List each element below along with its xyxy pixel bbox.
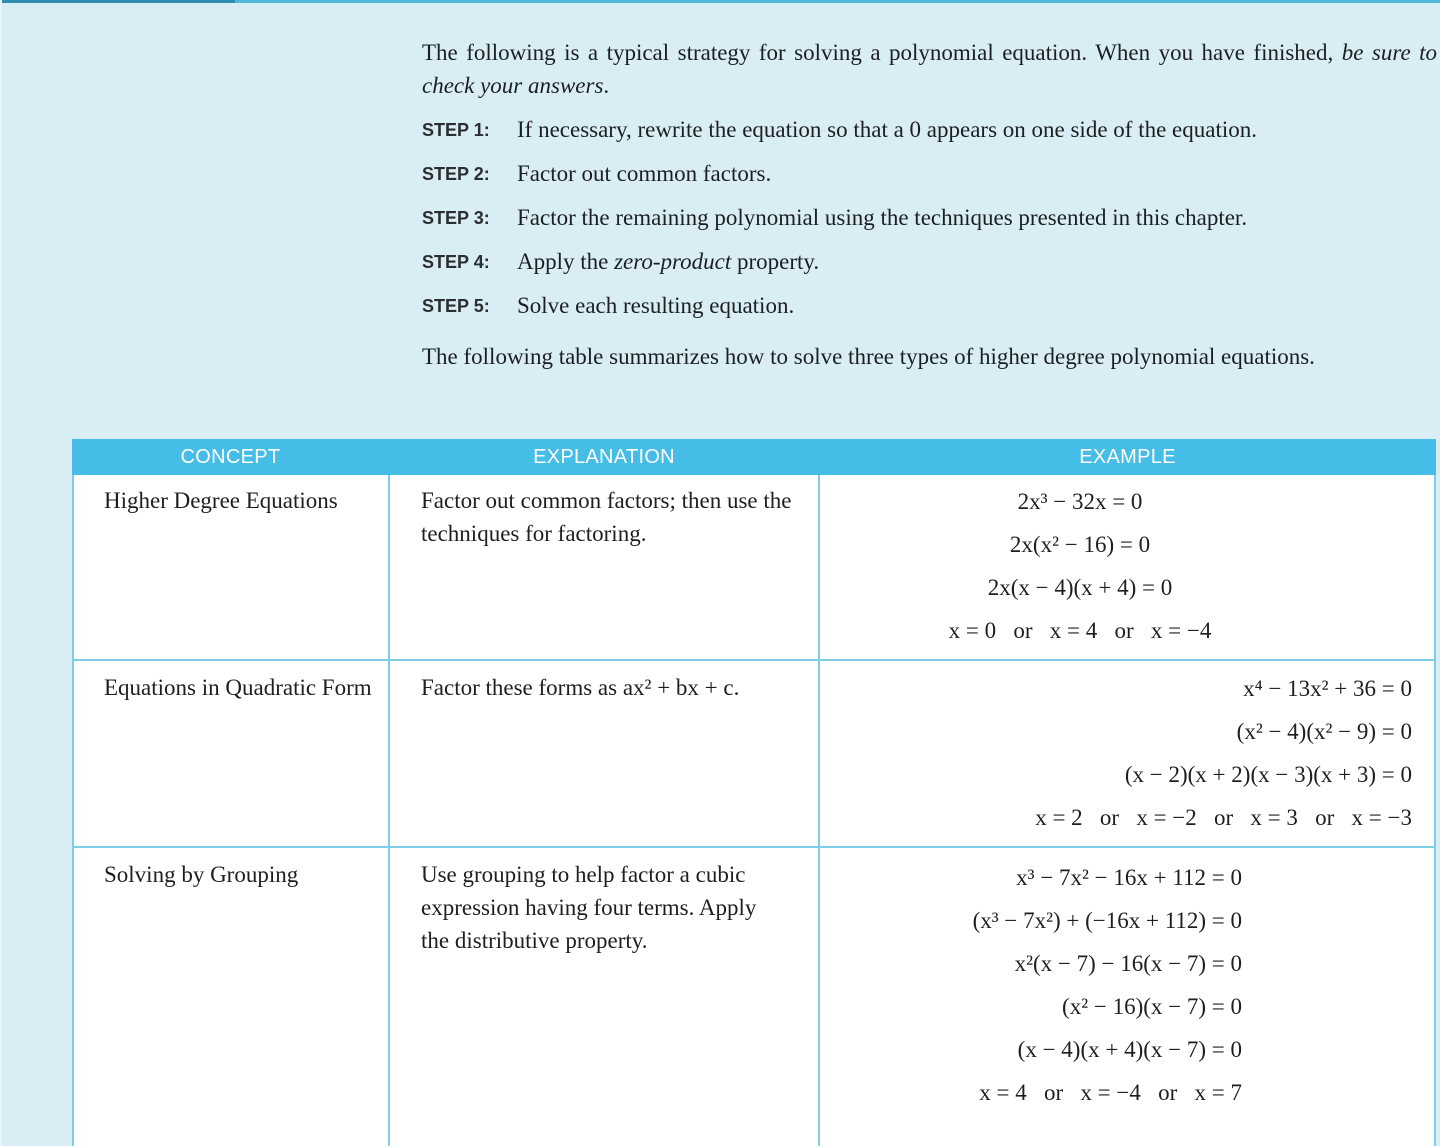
- step-text: If necessary, rewrite the equation so that a 0 appears on one side of the equation.: [517, 117, 1257, 142]
- example-line: (x³ − 7x²) + (−16x + 112) = 0: [972, 908, 1242, 933]
- column-divider: [388, 475, 390, 1146]
- step-4: [422, 244, 819, 280]
- summary-table: [72, 439, 1436, 1146]
- concept-cell: Equations in Quadratic Form: [104, 675, 372, 700]
- table-header-row: [72, 439, 1436, 475]
- step-text-start: Apply the: [517, 249, 615, 274]
- header-example: EXAMPLE: [1079, 446, 1176, 468]
- table-border-left: [72, 475, 74, 1146]
- header-explanation: EXPLANATION: [533, 446, 675, 468]
- step-2: [422, 156, 771, 192]
- intro-paragraph: [422, 36, 1437, 102]
- step-text: Factor out common factors.: [517, 161, 772, 186]
- example-line: (x² − 4)(x² − 9) = 0: [1236, 719, 1412, 744]
- example-solutions: x = 0 or x = 4 or x = −4: [948, 618, 1212, 643]
- step-label: STEP 3:: [422, 207, 490, 228]
- example-solutions: x = 2 or x = −2 or x = 3 or x = −3: [1035, 805, 1412, 830]
- row-divider: [72, 659, 1436, 661]
- intro-text: The following is a typical strategy for solving a polynomial equation. When you have finished,: [422, 40, 1342, 65]
- example-line: (x² − 16)(x − 7) = 0: [1062, 994, 1242, 1019]
- page-edge: [0, 0, 2, 1146]
- concept-cell: Solving by Grouping: [104, 862, 299, 887]
- intro-period: .: [603, 73, 610, 98]
- top-color-band-dark: [0, 0, 235, 3]
- example-line: (x − 4)(x + 4)(x − 7) = 0: [1017, 1037, 1242, 1062]
- example-line: x³ − 7x² − 16x + 112 = 0: [1016, 865, 1242, 890]
- table-border-right: [1434, 475, 1436, 1146]
- step-text-emphasis: zero-product: [614, 249, 732, 274]
- example-solutions: x = 4 or x = −4 or x = 7: [979, 1080, 1242, 1105]
- explanation-cell: Use grouping to help factor a cubic expression having four terms. Apply the distributive property.: [421, 862, 757, 953]
- concept-cell: Higher Degree Equations: [104, 488, 338, 513]
- top-color-band: [0, 0, 1440, 3]
- explanation-cell: Factor these forms as ax² + bx + c.: [421, 675, 740, 700]
- row-divider: [72, 846, 1436, 848]
- step-text: Factor the remaining polynomial using the techniques presented in this chapter.: [517, 205, 1248, 230]
- summary-paragraph: The following table summarizes how to solve three types of higher degree polynomial equations.: [422, 344, 1315, 369]
- step-label: STEP 4:: [422, 251, 490, 272]
- example-line: 2x³ − 32x = 0: [1017, 489, 1143, 514]
- step-3: [422, 200, 1247, 236]
- step-text: [517, 249, 819, 275]
- step-label: STEP 1:: [422, 119, 490, 140]
- example-line: x²(x − 7) − 16(x − 7) = 0: [1014, 951, 1242, 976]
- example-line: 2x(x − 4)(x + 4) = 0: [987, 575, 1173, 600]
- step-text: Solve each resulting equation.: [517, 293, 795, 318]
- example-line: 2x(x² − 16) = 0: [1009, 532, 1151, 557]
- intro-emphasis: be sure to check your answers: [422, 40, 1438, 98]
- step-5: [422, 288, 794, 324]
- step-label: STEP 5:: [422, 295, 490, 316]
- example-line: (x − 2)(x + 2)(x − 3)(x + 3) = 0: [1124, 762, 1412, 787]
- header-concept: CONCEPT: [180, 446, 281, 468]
- explanation-cell: Factor out common factors; then use the techniques for factoring.: [421, 488, 792, 546]
- step-label: STEP 2:: [422, 163, 490, 184]
- step-text-end: property.: [731, 249, 820, 274]
- example-line: x⁴ − 13x² + 36 = 0: [1243, 676, 1412, 701]
- step-1: [422, 112, 1257, 148]
- column-divider: [818, 475, 820, 1146]
